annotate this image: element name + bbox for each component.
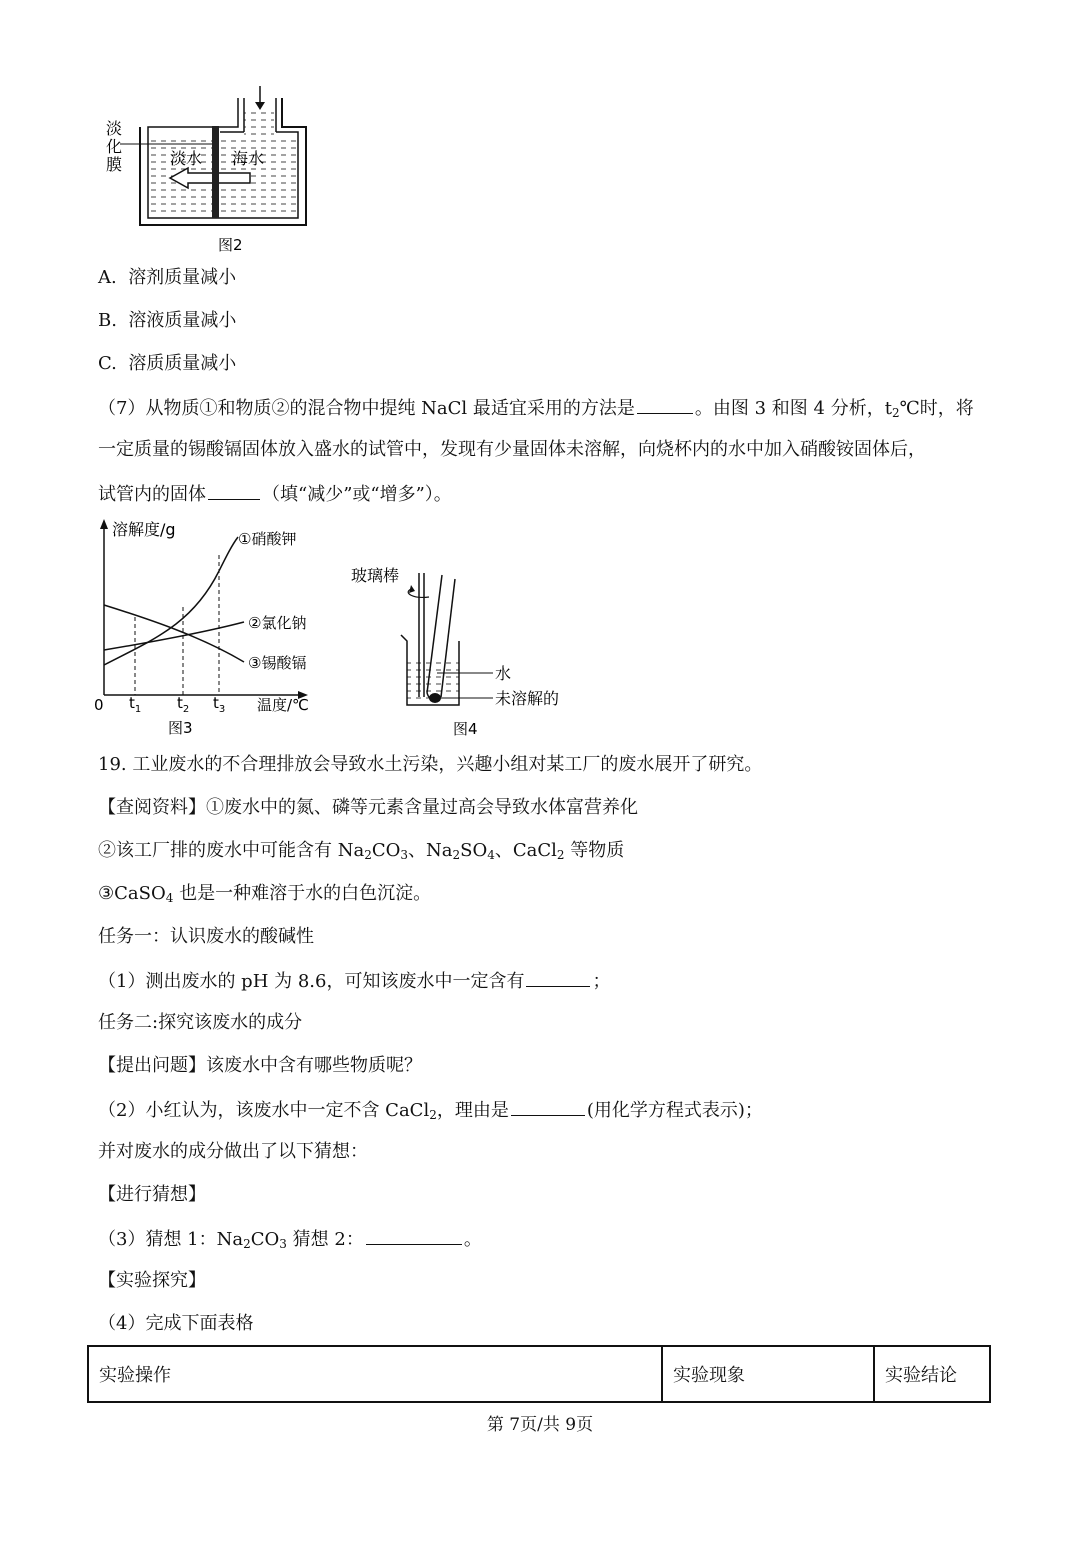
explore-heading: 【实验探究】 — [98, 1270, 206, 1291]
fig4-caption: 图4 — [453, 720, 478, 738]
figure-2 — [100, 82, 330, 257]
question-1: （1）测出废水的 pH 为 8.6，可知该废水中一定含有 ； — [98, 968, 610, 994]
answer-blank[interactable] — [366, 1226, 462, 1245]
curve-2-label: ②氯化钠 — [248, 614, 307, 632]
curve-3-label: ③锡酸镉 — [248, 654, 307, 672]
question-2: （2）小红认为，该废水中一定不含 CaCl$_2$，理由是 (用化学方程式表示)； — [98, 1097, 763, 1127]
reference-3: ③CaSO$_4$ 也是一种难溶于水的白色沉淀。 — [98, 883, 432, 905]
option-c: C. 溶质质量减小 — [98, 353, 237, 374]
membrane-char-2: 化 — [106, 137, 123, 156]
membrane-char-3: 膜 — [106, 155, 123, 174]
header-operation: 实验操作 — [88, 1346, 662, 1402]
figure-4 — [345, 555, 585, 740]
table-row — [88, 1346, 990, 1402]
curve-potassium-nitrate — [104, 537, 238, 665]
origin-label: 0 — [94, 696, 104, 714]
q7-line-1: （7）从物质①和物质②的混合物中提纯 NaCl 最适宜采用的方法是 。由图 3 和图 4 分析，$t_2℃$时，将 — [98, 395, 974, 425]
option-b: B. 溶液质量减小 — [98, 310, 237, 331]
fig3-caption: 图3 — [168, 719, 193, 737]
question-2-continued: 并对废水的成分做出了以下猜想： — [98, 1141, 368, 1162]
x-axis-label: 温度/℃ — [257, 696, 309, 714]
answer-blank[interactable] — [637, 395, 693, 414]
header-phenomenon: 实验现象 — [662, 1346, 874, 1402]
desalination-diagram — [100, 82, 330, 257]
sea-water-label: 海水 — [232, 149, 265, 168]
task-2-heading: 任务二:探究该废水的成分 — [98, 1012, 303, 1033]
q7-line-2: 一定质量的锡酸镉固体放入盛水的试管中，发现有少量固体未溶解，向烧杯内的水中加入硝酸铵固体后， — [98, 439, 926, 460]
page-footer: 第 7页/共 9页 — [486, 1415, 594, 1435]
task-1-heading: 任务一：认识废水的酸碱性 — [98, 926, 314, 947]
option-a: A. 溶剂质量减小 — [98, 267, 237, 288]
beaker-diagram — [345, 555, 585, 740]
header-conclusion: 实验结论 — [874, 1346, 990, 1402]
fresh-water-label: 淡水 — [170, 149, 203, 168]
membrane-char-1: 淡 — [106, 119, 123, 138]
curve-1-label: ①硝酸钾 — [238, 530, 297, 548]
tick-t1: $t_1$ — [129, 694, 142, 715]
q19-title: 19. 工业废水的不合理排放会导致水土污染，兴趣小组对某工厂的废水展开了研究。 — [98, 754, 763, 775]
water-label: 水 — [495, 664, 512, 683]
y-axis-label: 溶解度/g — [112, 520, 176, 539]
figure-3 — [92, 515, 332, 740]
solubility-chart — [92, 515, 332, 740]
guess-heading: 【进行猜想】 — [98, 1184, 206, 1205]
glass-rod-label: 玻璃棒 — [351, 566, 400, 585]
fig2-caption: 图2 — [218, 236, 243, 254]
answer-blank[interactable] — [511, 1097, 585, 1116]
reference-1: 【查阅资料】①废水中的氮、磷等元素含量过高会导致水体富营养化 — [98, 797, 638, 818]
q7-line-3: 试管内的固体 （填“减少”或“增多”）。 — [98, 481, 452, 507]
experiment-table — [87, 1345, 991, 1403]
answer-blank[interactable] — [526, 968, 590, 987]
reference-2: ②该工厂排的废水中可能含有 $Na_2CO_3$、$Na_2SO_4$、CaCl$_2$ 等物质 — [98, 840, 625, 862]
question-4: （4）完成下面表格 — [98, 1313, 254, 1334]
raise-question: 【提出问题】该废水中含有哪些物质呢？ — [98, 1055, 422, 1076]
question-3: （3）猜想 1：$Na_2CO_3$ 猜想 2： 。 — [98, 1226, 482, 1256]
tick-t2: $t_2$ — [177, 694, 190, 715]
answer-blank[interactable] — [208, 481, 260, 500]
undissolved-label: 未溶解的 — [495, 689, 560, 708]
tick-t3: $t_3$ — [213, 694, 226, 715]
